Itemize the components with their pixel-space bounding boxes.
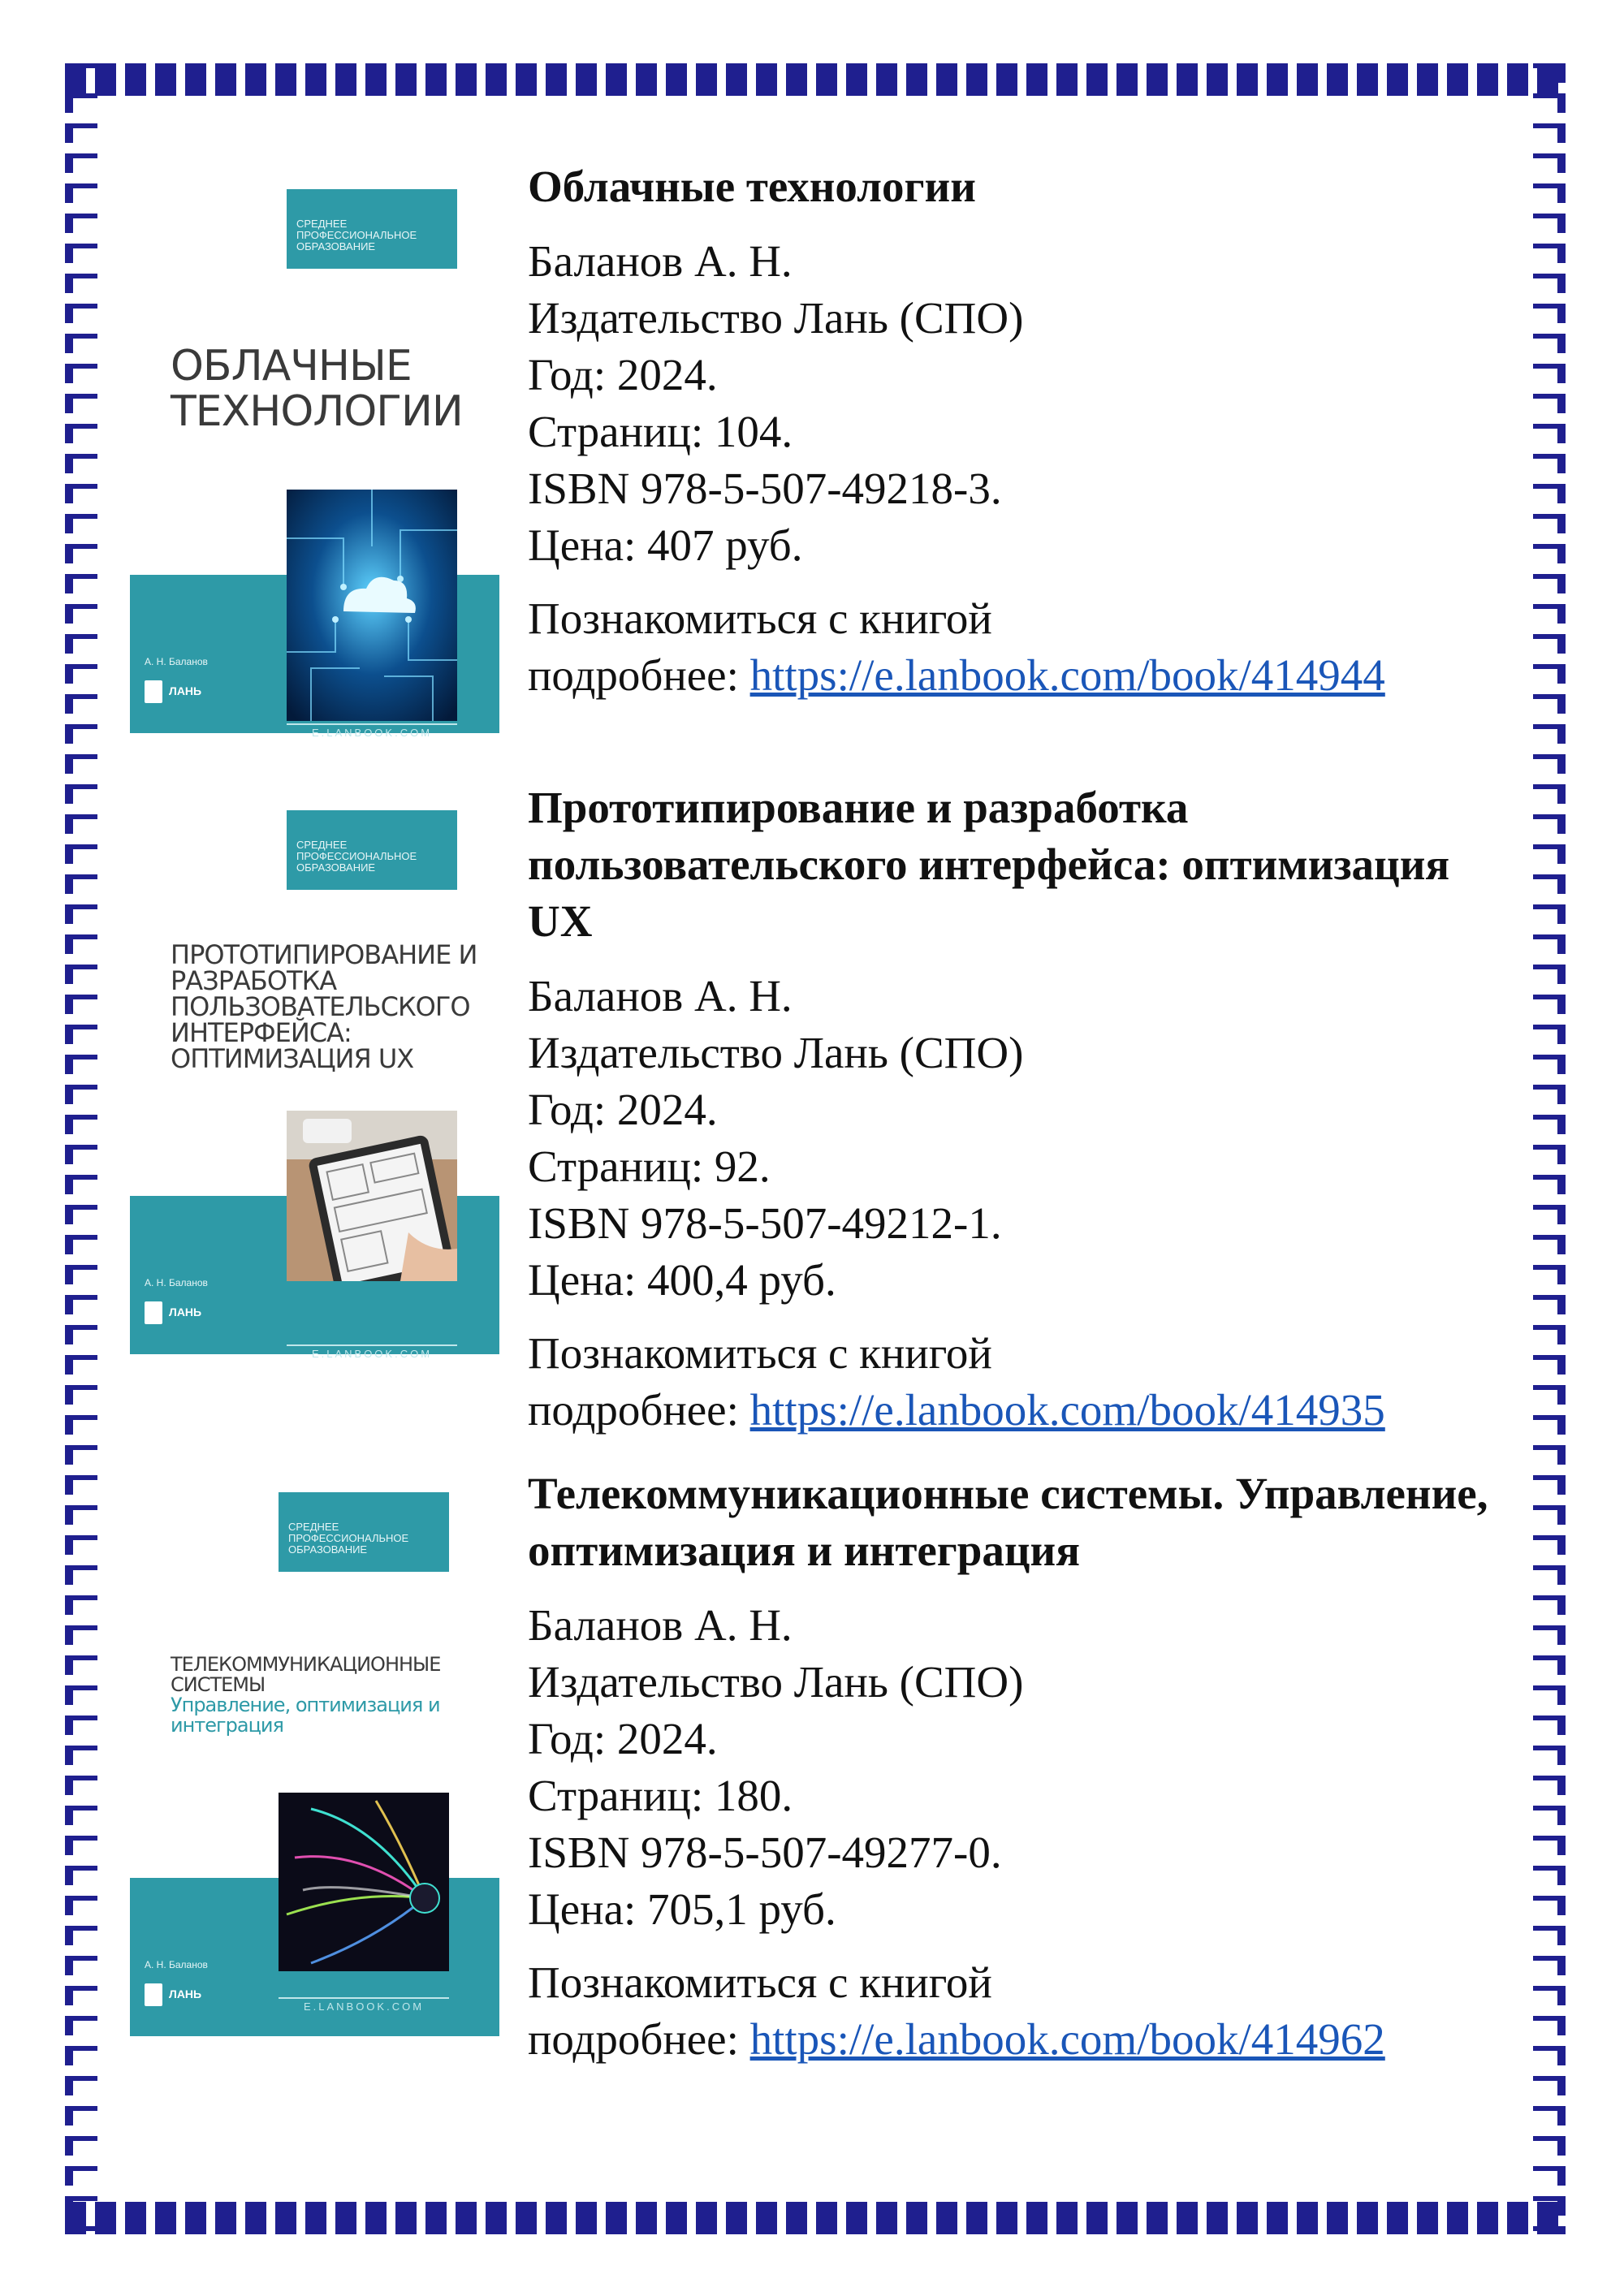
book-price: Цена: 705,1 руб. xyxy=(528,1884,836,1934)
publisher-logo-icon xyxy=(145,1301,162,1324)
page-border-bottom xyxy=(65,2202,1566,2234)
cover-title: ОБЛАЧНЫЕ ТЕХНОЛОГИИ xyxy=(171,342,463,436)
book-title: Прототипирование и разработка пользовательского интерфейса: оптимизация UX xyxy=(528,783,1450,946)
cover-series-badge: СРЕДНЕЕ ПРОФЕССИОНАЛЬНОЕ ОБРАЗОВАНИЕ xyxy=(279,1492,449,1572)
page-border-left xyxy=(65,63,73,2234)
publisher-logo-text: ЛАНЬ xyxy=(169,1306,202,1318)
more-prefix: подробнее: xyxy=(528,650,750,700)
cover-title-line1: ТЕЛЕКОММУНИКАЦИОННЫЕ СИСТЕМЫ xyxy=(171,1653,441,1696)
cover-series-badge: СРЕДНЕЕ ПРОФЕССИОНАЛЬНОЕ ОБРАЗОВАНИЕ xyxy=(287,810,457,890)
page-border-top xyxy=(65,63,1566,96)
cover-author: А. Н. Баланов xyxy=(145,1277,208,1288)
book-year: Год: 2024. xyxy=(528,350,718,399)
book-cover xyxy=(130,810,499,1370)
book-more xyxy=(528,1325,1510,1439)
cover-site: E.LANBOOK.COM xyxy=(287,1344,457,1364)
tablet-sketch-image xyxy=(287,1111,457,1281)
cover-series-badge: СРЕДНЕЕ ПРОФЕССИОНАЛЬНОЕ ОБРАЗОВАНИЕ xyxy=(287,189,457,269)
book-isbn: ISBN 978-5-507-49277-0. xyxy=(528,1828,1002,1877)
book-entry xyxy=(130,1465,1510,2082)
book-isbn: ISBN 978-5-507-49218-3. xyxy=(528,464,1002,513)
book-link[interactable]: https://e.lanbook.com/book/414935 xyxy=(749,1385,1385,1435)
cover-title xyxy=(171,1655,479,1736)
book-info xyxy=(528,1465,1510,2068)
book-link[interactable]: https://e.lanbook.com/book/414962 xyxy=(749,2014,1385,2064)
book-publisher: Издательство Лань (СПО) xyxy=(528,1657,1024,1707)
book-cover xyxy=(130,1492,499,2052)
publisher-logo-icon xyxy=(145,680,162,703)
cover-site: E.LANBOOK.COM xyxy=(279,1997,449,2017)
book-price: Цена: 400,4 руб. xyxy=(528,1255,836,1305)
book-title: Телекоммуникационные системы. Управление, оптимизация и интеграция xyxy=(528,1469,1488,1575)
more-label: Познакомиться с книгой xyxy=(528,1957,992,2007)
book-pages: Страниц: 104. xyxy=(528,407,793,456)
book-price: Цена: 407 руб. xyxy=(528,520,803,570)
book-info xyxy=(528,779,1510,1439)
book-more xyxy=(528,590,1510,704)
book-pages: Страниц: 180. xyxy=(528,1771,793,1820)
cover-author: А. Н. Баланов xyxy=(145,656,208,667)
book-author: Баланов А. Н. xyxy=(528,971,793,1021)
publisher-logo-text: ЛАНЬ xyxy=(169,684,202,697)
book-year: Год: 2024. xyxy=(528,1714,718,1763)
publisher-logo-text: ЛАНЬ xyxy=(169,1987,202,2000)
book-info xyxy=(528,158,1510,704)
book-isbn: ISBN 978-5-507-49212-1. xyxy=(528,1198,1002,1248)
more-label: Познакомиться с книгой xyxy=(528,1328,992,1378)
book-title: Облачные технологии xyxy=(528,162,976,211)
light-rays-image xyxy=(279,1793,449,1971)
cover-title-line2: Управление, оптимизация и интеграция xyxy=(171,1694,440,1737)
book-publisher: Издательство Лань (СПО) xyxy=(528,293,1024,343)
book-pages: Страниц: 92. xyxy=(528,1142,771,1191)
more-prefix: подробнее: xyxy=(528,1385,750,1435)
cover-title: ПРОТОТИПИРОВАНИЕ И РАЗРАБОТКА ПОЛЬЗОВАТЕЛЬСКОГО ИНТЕРФЕЙСА: ОПТИМИЗАЦИЯ UX xyxy=(171,939,477,1074)
book-author: Баланов А. Н. xyxy=(528,1600,793,1650)
page-border-right xyxy=(1557,63,1566,2234)
cover-author: А. Н. Баланов xyxy=(145,1959,208,1970)
book-publisher: Издательство Лань (СПО) xyxy=(528,1028,1024,1077)
book-entry xyxy=(130,779,1510,1435)
book-entry xyxy=(130,158,1510,743)
cloud-circuit-image xyxy=(287,490,457,721)
more-label: Познакомиться с книгой xyxy=(528,593,992,643)
cover-site: E.LANBOOK.COM xyxy=(287,723,457,743)
publisher-logo-icon xyxy=(145,1983,162,2006)
book-link[interactable]: https://e.lanbook.com/book/414944 xyxy=(749,650,1385,700)
book-cover xyxy=(130,189,499,749)
book-more xyxy=(528,1954,1510,2068)
book-author: Баланов А. Н. xyxy=(528,236,793,286)
more-prefix: подробнее: xyxy=(528,2014,750,2064)
book-year: Год: 2024. xyxy=(528,1085,718,1134)
